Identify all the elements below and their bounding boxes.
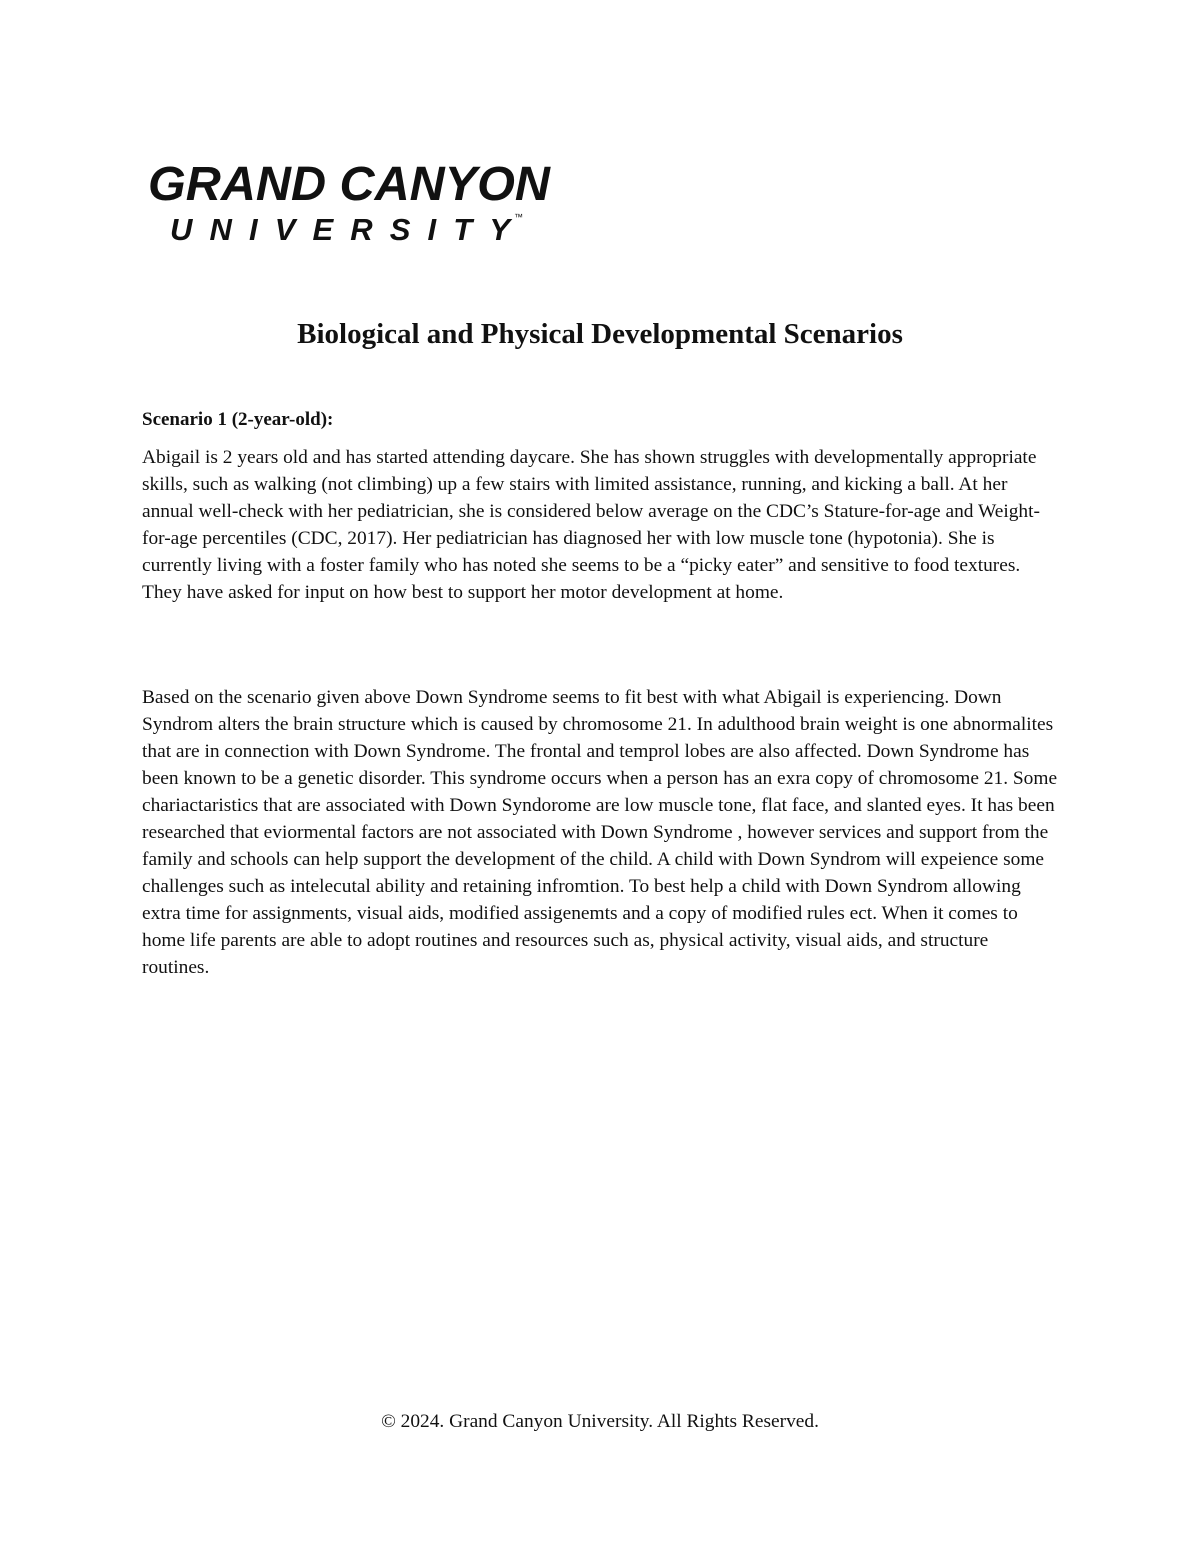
scenario-description: Abigail is 2 years old and has started attending daycare. She has shown struggles with developmentally appropriate skills, such as walking (not climbing) up a few stairs with limited assistance, running, and kicking a ball. At her annual well-check with her pediatrician, she is considered below average on the CDC’s Stature-for-age and Weight-for-age percentiles (CDC, 2017). Her pediatrician has diagnosed her with low muscle tone (hypotonia). She is currently living with a foster family who has noted she seems to be a “picky eater” and sensitive to food textures. They have asked for input on how best to support her motor development at home. <box>142 447 1040 603</box>
university-logo <box>146 152 566 248</box>
response-paragraph: Based on the scenario given above Down Syndrome seems to fit best with what Abigail is experiencing. Down Syndrom alters the brain structure which is caused by chromosome 21. In adulthood brain weight is one abnormalites that are in connection with Down Syndrome. The frontal and temprol lobes are also affected. Down Syndrome has been known to be a genetic disorder. This syndrome occurs when a person has an exra copy of chromosome 21. Some chariactaristics that are associated with Down Syndorome are low muscle tone, flat face, and slanted eyes. It has been researched that eviormental factors are not associated with Down Syndrome , however services and support from the family and schools can help support the development of the child. A child with Down Syndrom will expeience some challenges such as intelecutal ability and retaining infromtion. To best help a child with Down Syndrom allowing extra time for assignments, visual aids, modified assigenemts and a copy of modified rules ect. When it comes to home life parents are able to adopt routines and resources such as, physical activity, visual aids, and structure routines. <box>142 687 1058 978</box>
logo-line2: UNIVERSITY <box>170 212 510 247</box>
scenario-heading: Scenario 1 (2-year-old): <box>142 409 334 430</box>
document-title: Biological and Physical Developmental Scenarios <box>297 318 903 350</box>
logo-trademark: ™ <box>514 212 523 222</box>
logo-line1: GRAND CANYON <box>148 158 552 211</box>
copyright-footer: © 2024. Grand Canyon University. All Rights Reserved. <box>381 1411 819 1432</box>
university-logo-graphic <box>146 152 566 248</box>
